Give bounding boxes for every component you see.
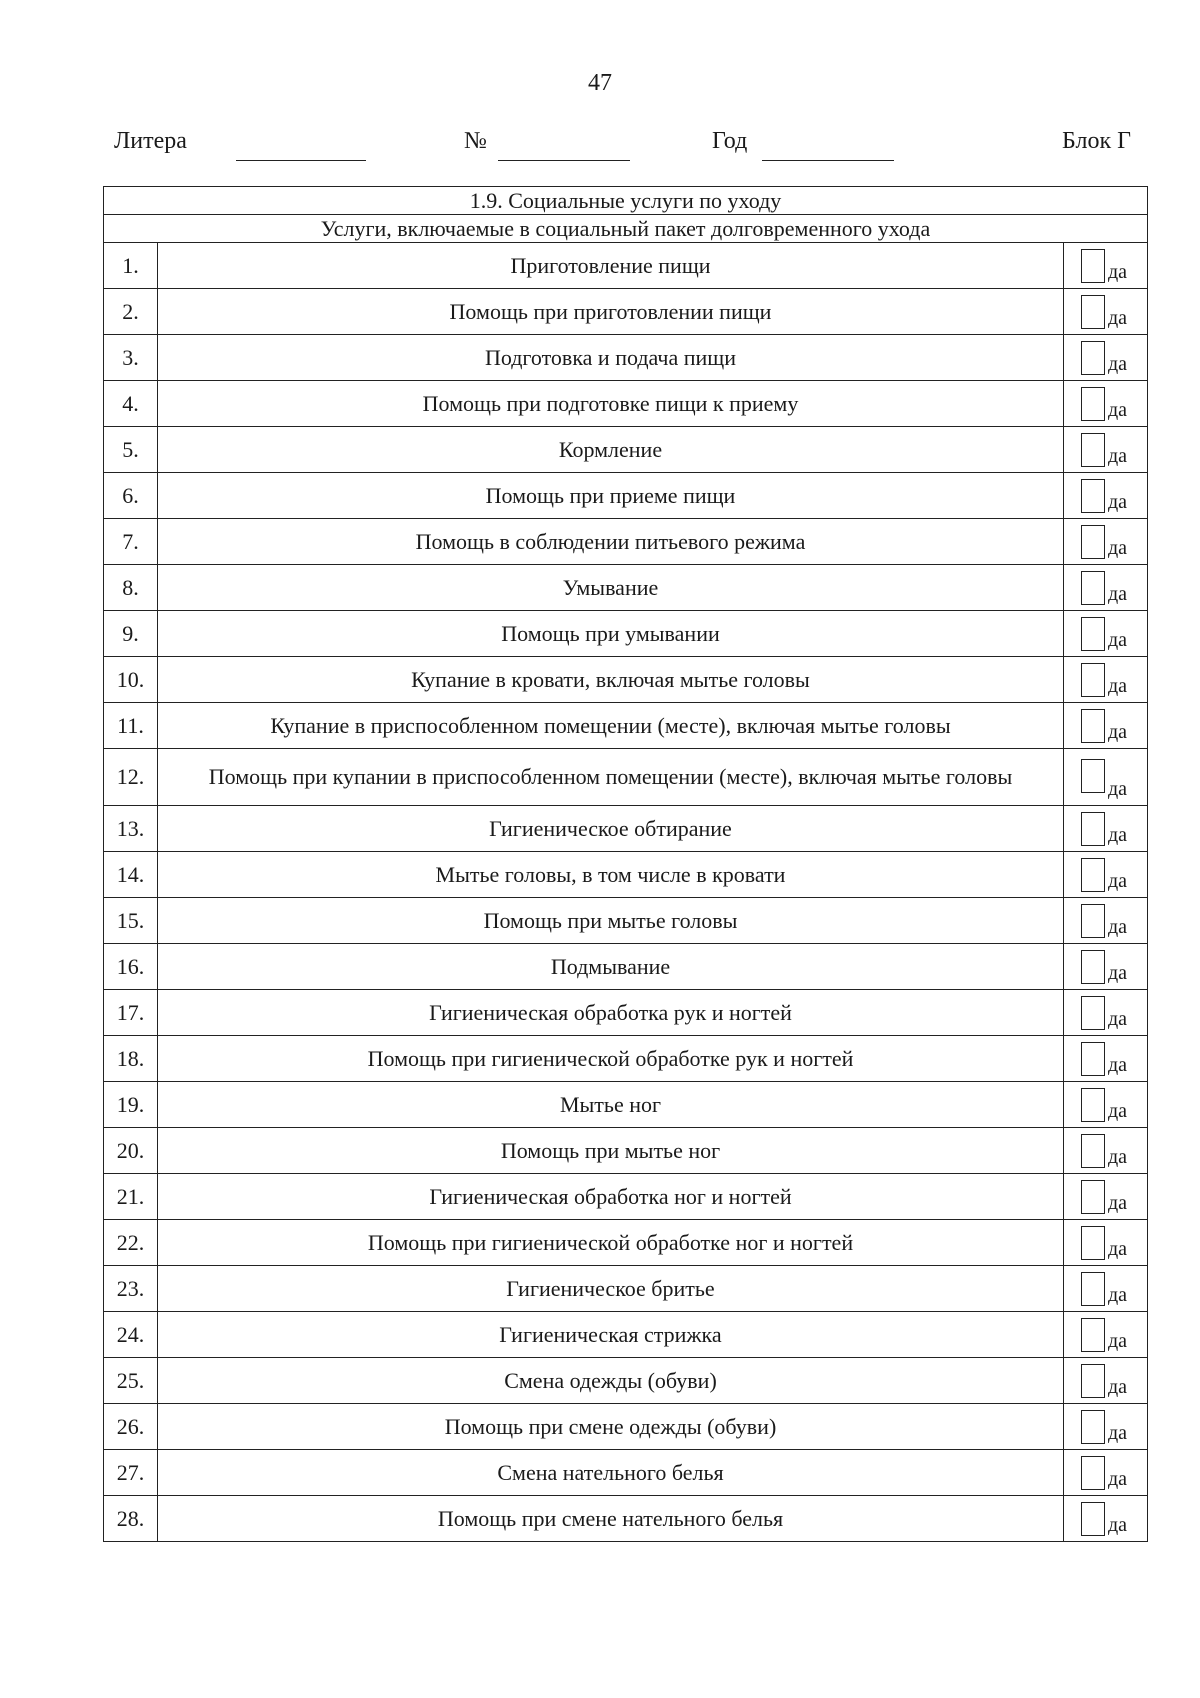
service-name: Смена нательного белья	[158, 1450, 1064, 1496]
yes-checkbox-cell	[1064, 1312, 1148, 1358]
table-row	[104, 944, 1148, 990]
yes-label: да	[1108, 1284, 1128, 1306]
yes-checkbox-cell	[1064, 1174, 1148, 1220]
table-row	[104, 519, 1148, 565]
service-name: Гигиеническая обработка рук и ногтей	[158, 990, 1064, 1036]
service-name: Помощь при приготовлении пищи	[158, 289, 1064, 335]
yes-label: да	[1108, 1192, 1128, 1214]
service-name: Помощь при гигиенической обработке рук и ногтей	[158, 1036, 1064, 1082]
row-number: 5.	[104, 427, 158, 473]
row-number: 12.	[104, 749, 158, 806]
table-row	[104, 806, 1148, 852]
row-number: 19.	[104, 1082, 158, 1128]
row-number: 1.	[104, 243, 158, 289]
yes-checkbox-cell	[1064, 381, 1148, 427]
yes-label: да	[1108, 1468, 1128, 1490]
yes-label: да	[1108, 962, 1128, 984]
table-row	[104, 852, 1148, 898]
row-number: 14.	[104, 852, 158, 898]
yes-checkbox-cell	[1064, 1036, 1148, 1082]
service-name: Помощь при умывании	[158, 611, 1064, 657]
service-name: Мытье ног	[158, 1082, 1064, 1128]
service-name: Подмывание	[158, 944, 1064, 990]
table-row	[104, 703, 1148, 749]
yes-checkbox[interactable]	[1081, 295, 1105, 329]
number-label: №	[464, 128, 487, 154]
yes-label: да	[1108, 491, 1128, 513]
row-number: 24.	[104, 1312, 158, 1358]
yes-label: да	[1108, 1100, 1128, 1122]
yes-checkbox-cell	[1064, 1358, 1148, 1404]
row-number: 27.	[104, 1450, 158, 1496]
yes-checkbox-cell	[1064, 657, 1148, 703]
yes-checkbox-cell	[1064, 335, 1148, 381]
service-name: Помощь при гигиенической обработке ног и ногтей	[158, 1220, 1064, 1266]
row-number: 28.	[104, 1496, 158, 1542]
yes-checkbox[interactable]	[1081, 1180, 1105, 1214]
yes-checkbox-cell	[1064, 1128, 1148, 1174]
table-row	[104, 1128, 1148, 1174]
year-label: Год	[712, 128, 748, 154]
yes-checkbox[interactable]	[1081, 996, 1105, 1030]
section-title-row	[104, 187, 1148, 215]
service-name: Гигиеническая обработка ног и ногтей	[158, 1174, 1064, 1220]
yes-checkbox-cell	[1064, 898, 1148, 944]
yes-label: да	[1108, 675, 1128, 697]
yes-checkbox[interactable]	[1081, 479, 1105, 513]
yes-label: да	[1108, 1008, 1128, 1030]
yes-checkbox-cell	[1064, 519, 1148, 565]
yes-checkbox-cell	[1064, 243, 1148, 289]
yes-checkbox-cell	[1064, 749, 1148, 806]
service-name: Помощь при приеме пищи	[158, 473, 1064, 519]
yes-label: да	[1108, 1330, 1128, 1352]
yes-label: да	[1108, 1514, 1128, 1536]
yes-checkbox[interactable]	[1081, 1134, 1105, 1168]
page-number: 47	[588, 70, 612, 96]
service-name: Помощь при смене одежды (обуви)	[158, 1404, 1064, 1450]
table-row	[104, 1496, 1148, 1542]
row-number: 20.	[104, 1128, 158, 1174]
yes-label: да	[1108, 870, 1128, 892]
yes-label: да	[1108, 261, 1128, 283]
yes-label: да	[1108, 629, 1128, 651]
yes-label: да	[1108, 583, 1128, 605]
yes-checkbox[interactable]	[1081, 617, 1105, 651]
table-row	[104, 289, 1148, 335]
yes-checkbox[interactable]	[1081, 663, 1105, 697]
service-name: Помощь при смене нательного белья	[158, 1496, 1064, 1542]
yes-checkbox[interactable]	[1081, 1088, 1105, 1122]
service-name: Помощь при мытье головы	[158, 898, 1064, 944]
yes-checkbox-cell	[1064, 289, 1148, 335]
yes-checkbox[interactable]	[1081, 1410, 1105, 1444]
table-row	[104, 381, 1148, 427]
form-header	[0, 128, 1200, 168]
service-name: Мытье головы, в том числе в кровати	[158, 852, 1064, 898]
yes-checkbox[interactable]	[1081, 525, 1105, 559]
row-number: 8.	[104, 565, 158, 611]
table-row	[104, 1358, 1148, 1404]
row-number: 9.	[104, 611, 158, 657]
service-name: Подготовка и подача пищи	[158, 335, 1064, 381]
row-number: 16.	[104, 944, 158, 990]
services-table	[103, 186, 1148, 1542]
subsection-title-row	[104, 215, 1148, 243]
service-name: Помощь при мытье ног	[158, 1128, 1064, 1174]
yes-label: да	[1108, 353, 1128, 375]
yes-checkbox[interactable]	[1081, 1364, 1105, 1398]
yes-label: да	[1108, 1422, 1128, 1444]
yes-checkbox-cell	[1064, 1266, 1148, 1312]
yes-checkbox-cell	[1064, 565, 1148, 611]
row-number: 23.	[104, 1266, 158, 1312]
row-number: 18.	[104, 1036, 158, 1082]
yes-checkbox-cell	[1064, 944, 1148, 990]
yes-checkbox-cell	[1064, 1450, 1148, 1496]
yes-checkbox[interactable]	[1081, 1042, 1105, 1076]
yes-checkbox[interactable]	[1081, 759, 1105, 793]
row-number: 17.	[104, 990, 158, 1036]
service-name: Купание в приспособленном помещении (месте), включая мытье головы	[158, 703, 1064, 749]
row-number: 10.	[104, 657, 158, 703]
yes-label: да	[1108, 537, 1128, 559]
row-number: 3.	[104, 335, 158, 381]
yes-label: да	[1108, 916, 1128, 938]
yes-checkbox-cell	[1064, 427, 1148, 473]
table-row	[104, 990, 1148, 1036]
row-number: 25.	[104, 1358, 158, 1404]
service-name: Помощь при подготовке пищи к приему	[158, 381, 1064, 427]
yes-checkbox-cell	[1064, 1404, 1148, 1450]
service-name: Кормление	[158, 427, 1064, 473]
yes-label: да	[1108, 1238, 1128, 1260]
yes-checkbox[interactable]	[1081, 341, 1105, 375]
table-row	[104, 1312, 1148, 1358]
litera-field[interactable]	[236, 160, 366, 161]
row-number: 6.	[104, 473, 158, 519]
number-field[interactable]	[498, 160, 630, 161]
yes-checkbox[interactable]	[1081, 1272, 1105, 1306]
service-name: Смена одежды (обуви)	[158, 1358, 1064, 1404]
yes-checkbox-cell	[1064, 990, 1148, 1036]
yes-checkbox[interactable]	[1081, 1318, 1105, 1352]
yes-checkbox[interactable]	[1081, 858, 1105, 892]
yes-checkbox[interactable]	[1081, 950, 1105, 984]
yes-checkbox[interactable]	[1081, 812, 1105, 846]
table-row	[104, 243, 1148, 289]
section-title: 1.9. Социальные услуги по уходу	[104, 187, 1148, 215]
yes-label: да	[1108, 721, 1128, 743]
yes-label: да	[1108, 778, 1128, 800]
table-row	[104, 427, 1148, 473]
year-field[interactable]	[762, 160, 894, 161]
table-row	[104, 749, 1148, 806]
yes-checkbox-cell	[1064, 1220, 1148, 1266]
yes-checkbox-cell	[1064, 1496, 1148, 1542]
service-name: Помощь в соблюдении питьевого режима	[158, 519, 1064, 565]
yes-label: да	[1108, 824, 1128, 846]
yes-checkbox[interactable]	[1081, 709, 1105, 743]
row-number: 7.	[104, 519, 158, 565]
row-number: 11.	[104, 703, 158, 749]
yes-label: да	[1108, 399, 1128, 421]
litera-label: Литера	[114, 128, 187, 154]
row-number: 4.	[104, 381, 158, 427]
row-number: 21.	[104, 1174, 158, 1220]
yes-label: да	[1108, 1376, 1128, 1398]
yes-checkbox[interactable]	[1081, 571, 1105, 605]
yes-label: да	[1108, 1146, 1128, 1168]
yes-checkbox[interactable]	[1081, 433, 1105, 467]
table-row	[104, 1266, 1148, 1312]
table-row	[104, 1082, 1148, 1128]
table-row	[104, 898, 1148, 944]
service-name: Гигиеническое бритье	[158, 1266, 1064, 1312]
row-number: 13.	[104, 806, 158, 852]
table-row	[104, 335, 1148, 381]
table-row	[104, 611, 1148, 657]
row-number: 2.	[104, 289, 158, 335]
table-row	[104, 1220, 1148, 1266]
table-row	[104, 657, 1148, 703]
table-row	[104, 565, 1148, 611]
yes-checkbox[interactable]	[1081, 387, 1105, 421]
yes-checkbox-cell	[1064, 806, 1148, 852]
yes-checkbox-cell	[1064, 473, 1148, 519]
table-row	[104, 1174, 1148, 1220]
service-name: Приготовление пищи	[158, 243, 1064, 289]
yes-label: да	[1108, 307, 1128, 329]
table-row	[104, 1036, 1148, 1082]
yes-checkbox[interactable]	[1081, 1226, 1105, 1260]
yes-label: да	[1108, 445, 1128, 467]
yes-checkbox-cell	[1064, 703, 1148, 749]
yes-checkbox-cell	[1064, 1082, 1148, 1128]
yes-checkbox[interactable]	[1081, 1456, 1105, 1490]
row-number: 22.	[104, 1220, 158, 1266]
subsection-title: Услуги, включаемые в социальный пакет долговременного ухода	[104, 215, 1148, 243]
service-name: Гигиеническая стрижка	[158, 1312, 1064, 1358]
yes-checkbox-cell	[1064, 852, 1148, 898]
yes-checkbox-cell	[1064, 611, 1148, 657]
yes-label: да	[1108, 1054, 1128, 1076]
table-row	[104, 1404, 1148, 1450]
block-label: Блок Г	[1062, 128, 1131, 154]
row-number: 15.	[104, 898, 158, 944]
service-name: Помощь при купании в приспособленном помещении (месте), включая мытье головы	[158, 749, 1064, 806]
yes-checkbox[interactable]	[1081, 249, 1105, 283]
service-name: Умывание	[158, 565, 1064, 611]
table-row	[104, 1450, 1148, 1496]
yes-checkbox[interactable]	[1081, 904, 1105, 938]
yes-checkbox[interactable]	[1081, 1502, 1105, 1536]
row-number: 26.	[104, 1404, 158, 1450]
service-name: Купание в кровати, включая мытье головы	[158, 657, 1064, 703]
table-row	[104, 473, 1148, 519]
service-name: Гигиеническое обтирание	[158, 806, 1064, 852]
